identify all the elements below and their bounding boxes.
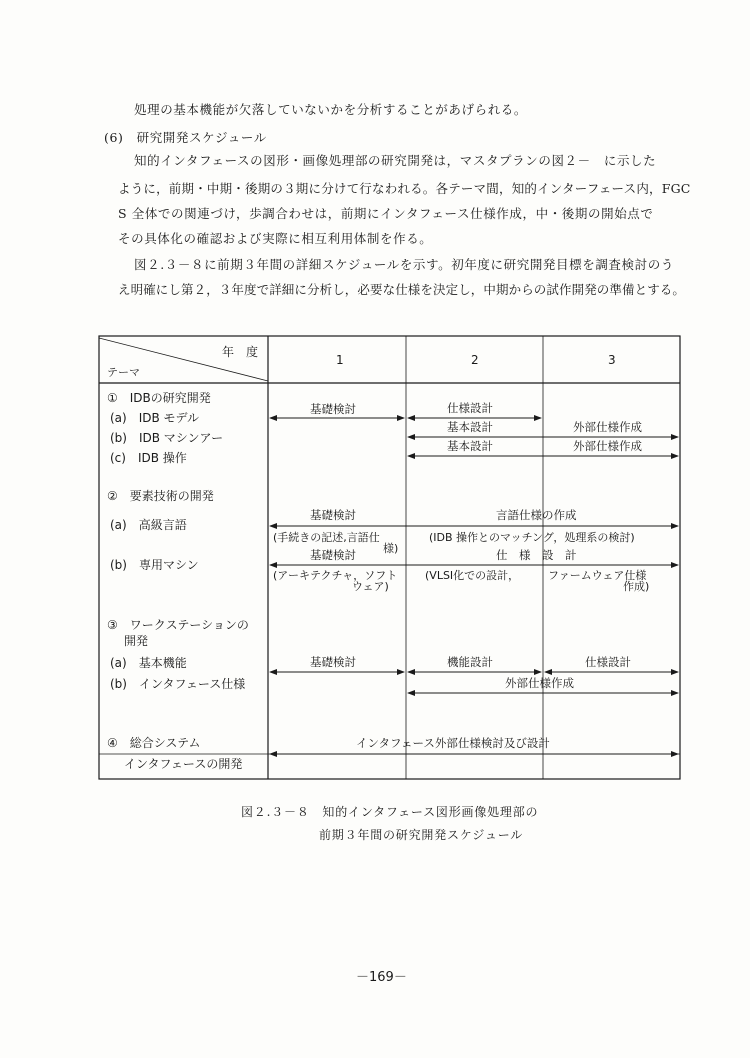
task-note: 作成) xyxy=(623,580,650,593)
paragraph-line: え明確にし第２，３年度で詳細に分析し，必要な仕様を決定し，中期からの試作開発の準備とする。 xyxy=(118,282,686,297)
task-label: 基礎検討 xyxy=(310,508,356,522)
theme-label: (a) IDB モデル xyxy=(110,411,199,425)
paragraph-line: ように，前期・中期・後期の３期に分けて行なわれる。各テーマ間，知的インターフェース内，FGC xyxy=(118,181,691,196)
theme-label: ② 要素技術の開発 xyxy=(107,489,214,503)
task-label: 機能設計 xyxy=(447,655,493,669)
task-label: 仕様設計 xyxy=(585,655,631,669)
task-label: 外部仕様作成 xyxy=(573,420,642,434)
paragraph-line: その具体化の確認および実際に相互利用体制を作る。 xyxy=(118,231,433,246)
header-theme: テーマ xyxy=(107,366,140,379)
task-label: 基礎検討 xyxy=(310,655,356,669)
header-year: 年 度 xyxy=(222,345,259,359)
paragraph-line: 図２.３－８に前期３年間の詳細スケジュールを示す。初年度に研究開発目標を調査検討のう xyxy=(134,257,674,272)
paragraph-line: 処理の基本機能が欠落していないかを分析することがあげられる。 xyxy=(134,102,528,117)
theme-label: (b) 専用マシン xyxy=(110,558,199,572)
task-label: 言語仕様の作成 xyxy=(496,508,577,522)
year-column-header: 3 xyxy=(608,353,616,367)
theme-label: 開発 xyxy=(124,634,149,648)
task-note: (アーキテクチャ，ソフト xyxy=(273,569,398,582)
figure-caption-line2: 前期３年間の研究開発スケジュール xyxy=(319,828,524,842)
year-column-header: 1 xyxy=(336,353,344,367)
theme-label: (b) IDB マシンアー xyxy=(110,431,224,445)
task-label: 外部仕様作成 xyxy=(573,439,642,453)
task-label: 基礎検討 xyxy=(310,548,356,562)
paragraph-line: S 全体での関連づけ，歩調合わせは，前期にインタフェース仕様作成，中・後期の開始点で xyxy=(118,206,654,221)
task-label: 基本設計 xyxy=(447,439,493,453)
theme-label: (a) 基本機能 xyxy=(110,656,187,670)
task-note: (VLSI化での設計， xyxy=(425,569,520,582)
theme-label: インタフェースの開発 xyxy=(124,757,243,771)
theme-label: (c) IDB 操作 xyxy=(110,451,187,465)
task-note: ファームウェア仕様 xyxy=(548,569,647,582)
task-note: ウェア) xyxy=(352,580,389,593)
schedule-arrows xyxy=(270,418,678,754)
task-label: 仕様設計 xyxy=(447,401,493,415)
task-label: 仕 様 設 計 xyxy=(496,548,577,562)
theme-label: ① IDBの研究開発 xyxy=(107,391,211,405)
theme-label: (a) 高級言語 xyxy=(110,518,187,532)
section-heading: (6) 研究開発スケジュール xyxy=(104,130,267,145)
theme-label: (b) インタフェース仕様 xyxy=(110,677,246,691)
task-note: (IDB 操作とのマッチング，処理系の検討) xyxy=(429,531,635,544)
task-label: インタフェース外部仕様検討及び設計 xyxy=(356,736,550,750)
task-note: (手続きの記述,言語仕 xyxy=(273,531,380,544)
figure-caption-line1: 図２.３－８ 知的インタフェース図形画像処理部の xyxy=(241,805,539,819)
task-label: 外部仕様作成 xyxy=(505,676,574,690)
paragraph-line: 知的インタフェースの図形・画像処理部の研究開発は，マスタプランの図２－ に示した xyxy=(134,153,657,168)
task-note: 様) xyxy=(383,542,399,555)
theme-label: ④ 総合システム xyxy=(107,736,201,750)
year-column-header: 2 xyxy=(471,353,479,367)
task-label: 基礎検討 xyxy=(310,402,356,416)
theme-label: ③ ワークステーションの xyxy=(107,618,249,632)
page-number: －169－ xyxy=(356,970,407,985)
task-label: 基本設計 xyxy=(447,420,493,434)
